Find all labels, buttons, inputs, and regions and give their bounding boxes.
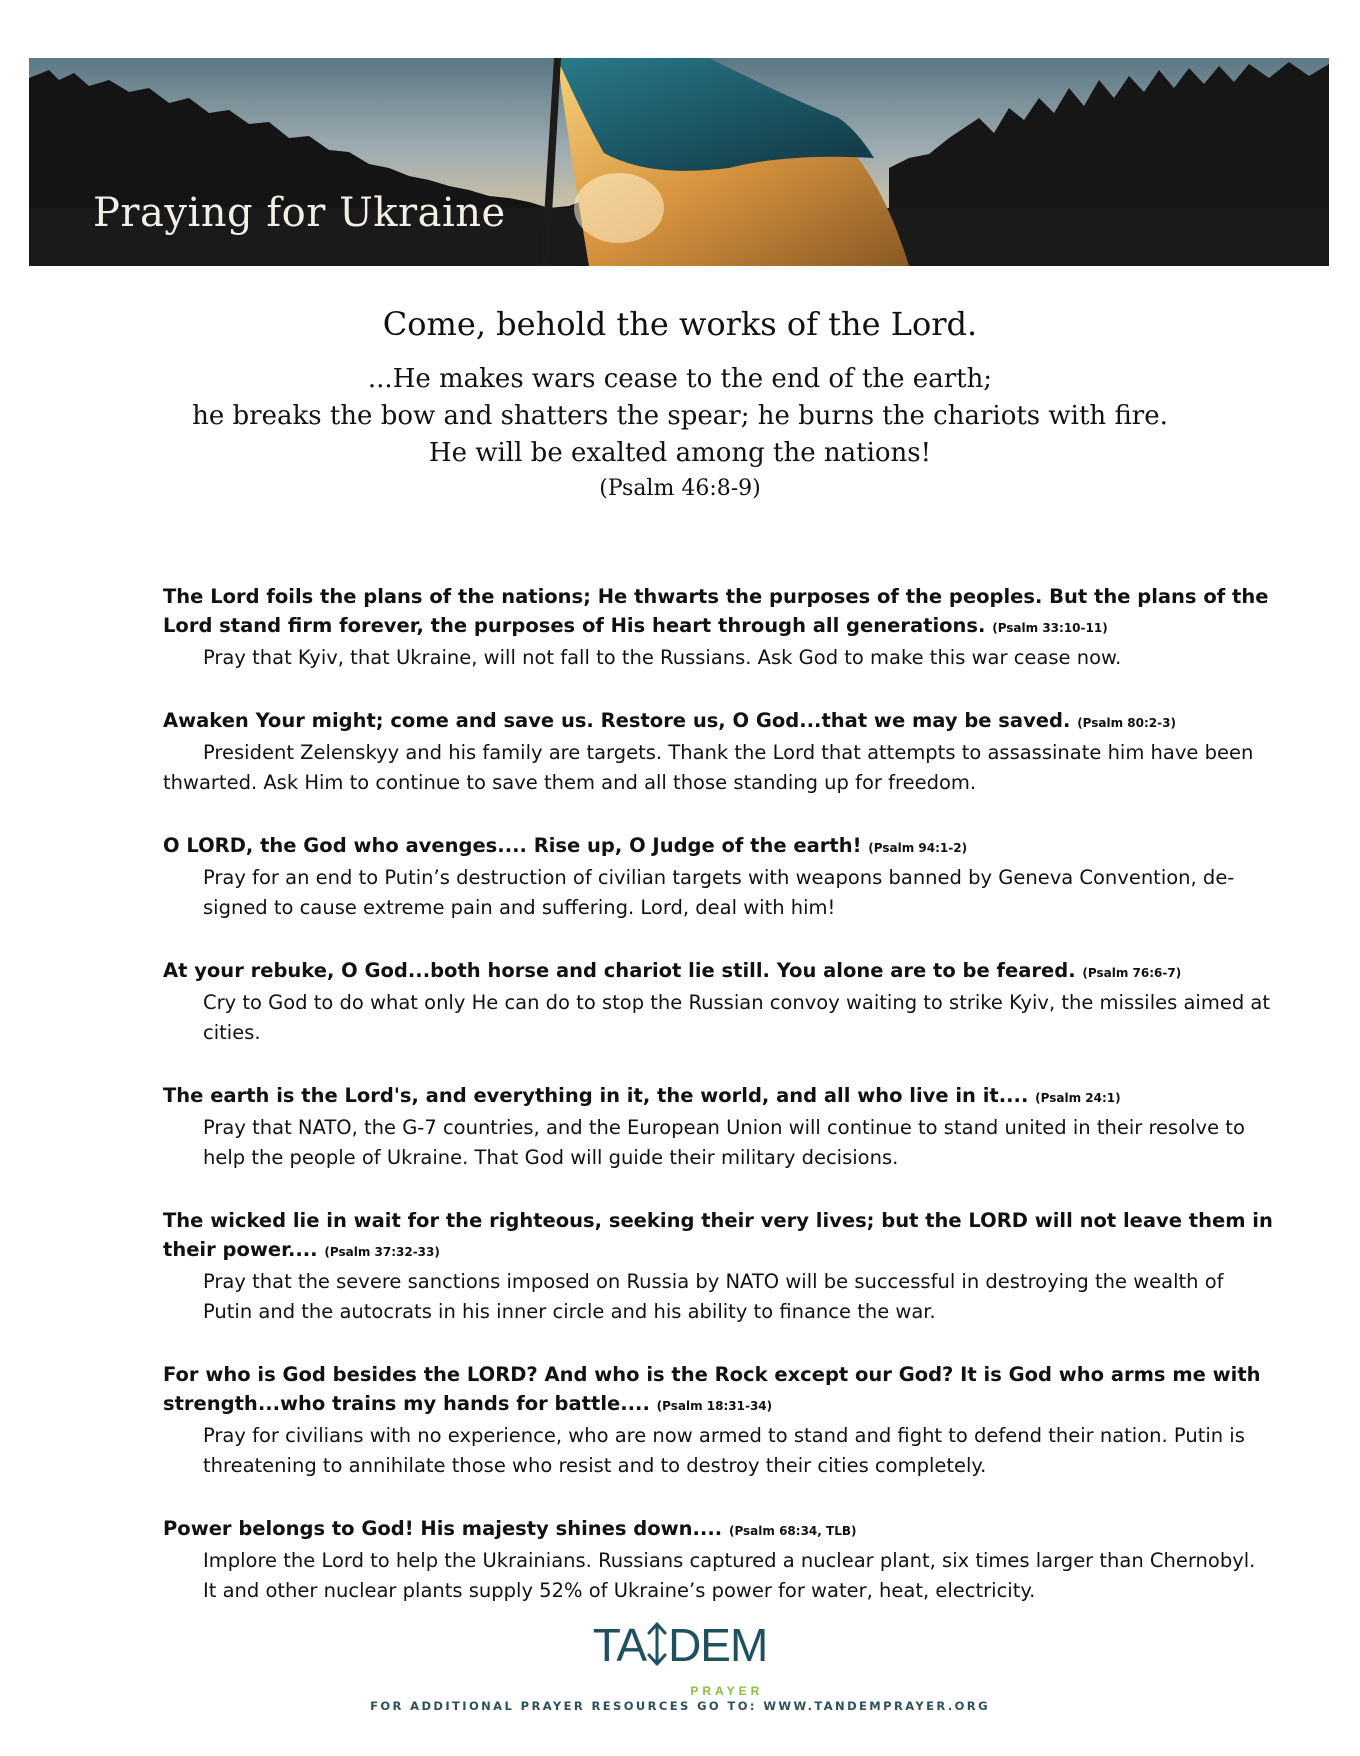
prayer-item: [163, 831, 1273, 923]
verse-line: He will be exalted among the nations!: [428, 438, 932, 468]
prayer-request: Pray for an end to Putin’s destruction of civilian targets with weapons banned by Geneva Convention, de-signed to cause extreme pain and suffering. Lord, deal with him!: [203, 866, 1235, 919]
scripture-text: [163, 1206, 1273, 1267]
scripture-text: [163, 1360, 1273, 1421]
scripture-reference: (Psalm 68:34, TLB): [728, 1524, 857, 1538]
logo-text-left: TA: [592, 1619, 647, 1671]
verse-heading: Come, behold the works of the Lord.: [382, 305, 978, 343]
scripture-quote: At your rebuke, O God...both horse and chariot lie still. You alone are to be feared.: [163, 959, 1076, 982]
prayer-item: [163, 956, 1273, 1048]
scripture-text: [163, 706, 1273, 738]
scripture-text: [163, 1081, 1273, 1113]
scripture-reference: (Psalm 80:2-3): [1077, 716, 1176, 730]
prayer-item: [163, 582, 1273, 673]
scripture-reference: (Psalm 37:32-33): [324, 1245, 440, 1259]
prayer-item: [163, 1360, 1273, 1481]
prayer-item: [163, 1206, 1273, 1327]
scripture-quote: O LORD, the God who avenges.... Rise up, O Judge of the earth!: [163, 834, 862, 857]
verse-reference: (Psalm 46:8-9): [599, 476, 761, 501]
prayer-request: Pray that the severe sanctions imposed on Russia by NATO will be successful in destroying the wealth of Putin and the autocrats in his inner circle and his ability to finance the war.: [203, 1270, 1224, 1323]
scripture-reference: (Psalm 18:31-34): [656, 1399, 773, 1413]
scripture-text: [163, 582, 1273, 643]
scripture-quote: For who is God besides the LORD? And who is the Rock except our God? It is God who arms me with strength...who trains my hands for battle....: [163, 1363, 1261, 1415]
tandem-prayer-logo[interactable]: [592, 1619, 768, 1698]
scripture-quote: The earth is the Lord's, and everything in it, the world, and all who live in it....: [163, 1084, 1029, 1107]
prayer-request: Pray for civilians with no experience, who are now armed to stand and fight to defend their nation. Putin is threatening to annihilate those who resist and to destroy their cities completely.: [203, 1424, 1245, 1477]
prayer-item: [163, 706, 1273, 798]
verse-line: ...He makes wars cease to the end of the earth;: [367, 364, 993, 394]
scripture-text: [163, 831, 1273, 863]
footer: [0, 1620, 1360, 1713]
scripture-text: [163, 1514, 1273, 1546]
prayer-list: [163, 582, 1273, 1639]
prayer-request: Pray that NATO, the G-7 countries, and the European Union will continue to stand united in their resolve to help the people of Ukraine. That God will guide their military decisions.: [203, 1116, 1245, 1169]
scripture-quote: Awaken Your might; come and save us. Restore us, O God...that we may be saved.: [163, 709, 1071, 732]
footer-resources-link[interactable]: FOR ADDITIONAL PRAYER RESOURCES GO TO: WWW.TANDEMPRAYER.ORG: [370, 1699, 990, 1714]
double-arrow-icon: [647, 1622, 667, 1675]
verse-line: he breaks the bow and shatters the spear; he burns the chariots with fire.: [192, 401, 1168, 431]
scripture-reference: (Psalm 94:1-2): [868, 841, 968, 855]
prayer-request: Pray that Kyiv, that Ukraine, will not fall to the Russians. Ask God to make this war cease now.: [203, 646, 1122, 669]
prayer-item: [163, 1514, 1273, 1606]
psalm-verse-block: [0, 305, 1360, 506]
header-banner: [29, 58, 1329, 266]
prayer-request: Cry to God to do what only He can do to stop the Russian convoy waiting to strike Kyiv, the missiles aimed at cities.: [203, 991, 1271, 1044]
prayer-item: [163, 1081, 1273, 1173]
scripture-quote: The wicked lie in wait for the righteous, seeking their very lives; but the LORD will not leave them in their power....: [163, 1209, 1273, 1261]
scripture-quote: Power belongs to God! His majesty shines down....: [163, 1517, 723, 1540]
scripture-reference: (Psalm 33:10-11): [992, 621, 1108, 635]
scripture-text: [163, 956, 1273, 988]
banner-title: Praying for Ukraine: [93, 190, 506, 236]
scripture-quote: The Lord foils the plans of the nations; He thwarts the purposes of the peoples. But the plans of the Lord stand firm forever, the purposes of His heart through all generations.: [163, 585, 1269, 637]
prayer-request: Implore the Lord to help the Ukrainians. Russians captured a nuclear plant, six times larger than Chernobyl. It and other nuclear plants supply 52% of Ukraine’s power for water, heat, electricity.: [203, 1549, 1256, 1602]
scripture-reference: (Psalm 24:1): [1035, 1091, 1121, 1105]
prayer-request: President Zelenskyy and his family are targets. Thank the Lord that attempts to assassinate him have been thwarted. Ask Him to continue to save them and all those standing up for freedom.: [163, 741, 1254, 794]
logo-text-right: DEM: [668, 1619, 768, 1671]
scripture-reference: (Psalm 76:6-7): [1082, 966, 1182, 980]
logo-subtitle: PRAYER: [690, 1684, 764, 1698]
